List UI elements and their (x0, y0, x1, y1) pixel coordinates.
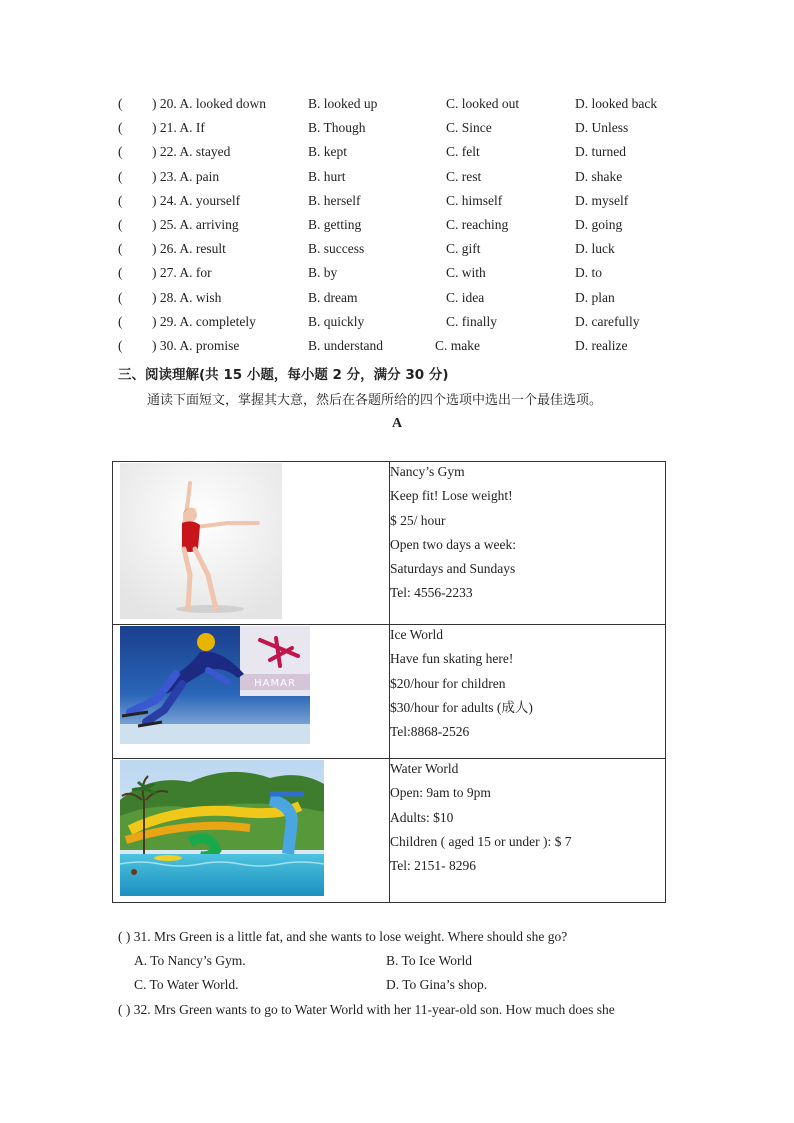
option-a: ) 24. A. yourself (152, 192, 241, 208)
option-b: B. Though (308, 120, 366, 136)
option-b: B. looked up (308, 96, 378, 111)
ad-row-water (113, 759, 666, 903)
gym-info (390, 462, 666, 625)
q31-option-b: B. To Ice World (386, 953, 472, 968)
option-b: B. herself (308, 192, 361, 208)
skater-photo (120, 626, 310, 750)
question-31: ( ) 31. Mrs Green is a little fat, and she wants to lose weight. Where should she go? (118, 929, 568, 944)
option-a: ) 29. A. completely (152, 313, 256, 329)
option-c: C. with (446, 265, 486, 281)
choice-row (118, 289, 718, 313)
answer-paren: ( (118, 216, 123, 232)
water-image-cell (113, 759, 390, 903)
option-d: D. shake (575, 168, 623, 184)
option-a: ) 20. A. looked down (152, 96, 266, 111)
option-b: B. kept (308, 144, 347, 160)
water-price-children: Children ( aged 15 or under ): $ 7 (390, 833, 572, 849)
option-d: D. to (575, 265, 602, 281)
gym-price: $ 25/ hour (390, 512, 446, 528)
question-32: ( ) 32. Mrs Green wants to go to Water World with her 11-year-old son. How much does she (118, 1002, 615, 1017)
option-b: B. dream (308, 289, 358, 305)
option-a: ) 26. A. result (152, 241, 226, 257)
option-a: ) 25. A. arriving (152, 216, 239, 232)
water-tel: Tel: 2151- 8296 (390, 858, 477, 874)
choice-row (118, 143, 718, 167)
rink-banner-text: HAMAR (254, 678, 296, 689)
choice-row (118, 119, 718, 143)
option-b: B. quickly (308, 313, 365, 329)
answer-paren: ( (118, 96, 123, 111)
option-a: ) 22. A. stayed (152, 144, 231, 160)
answer-paren: ( (118, 192, 123, 208)
gym-tel: Tel: 4556-2233 (390, 585, 473, 601)
answer-paren: ( (118, 120, 123, 136)
option-c: C. himself (446, 192, 503, 208)
answer-paren: ( (118, 337, 123, 353)
option-d: D. carefully (575, 313, 640, 329)
gym-days: Saturdays and Sundays (390, 561, 516, 577)
option-d: D. Unless (575, 120, 629, 136)
waterpark-photo (120, 760, 324, 896)
ice-price-children: $20/hour for children (390, 675, 506, 691)
answer-paren: ( (118, 265, 123, 281)
option-b: B. understand (308, 337, 383, 353)
gym-slogan: Keep fit! Lose weight! (390, 488, 513, 504)
option-c: C. rest (446, 168, 482, 184)
cloze-choices (118, 95, 718, 361)
choice-row (118, 240, 718, 264)
section-title: 三、阅读理解(共 15 小题，每小题 2 分，满分 30 分) (118, 367, 449, 383)
ice-slogan: Have fun skating here! (390, 651, 514, 667)
ice-name: Ice World (390, 627, 444, 642)
answer-paren: ( (118, 168, 123, 184)
option-b: B. getting (308, 216, 362, 232)
q31-option-d: D. To Gina’s shop. (386, 977, 488, 992)
answer-paren: ( (118, 144, 123, 160)
q31-option-c: C. To Water World. (134, 977, 239, 992)
water-hours: Open: 9am to 9pm (390, 785, 491, 801)
option-c: C. Since (446, 120, 492, 136)
ice-info (390, 625, 666, 759)
q31-option-a: A. To Nancy’s Gym. (134, 953, 246, 968)
choice-row (118, 95, 718, 119)
gym-name: Nancy’s Gym (390, 464, 465, 479)
gym-image-cell (113, 462, 390, 625)
section-instructions: 通读下面短文，掌握其大意，然后在各题所给的四个选项中选出一个最佳选项。 (147, 393, 603, 408)
option-c: C. finally (446, 313, 497, 329)
option-b: B. by (308, 265, 338, 281)
option-d: D. turned (575, 144, 626, 160)
ad-row-ice (113, 625, 666, 759)
ad-row-gym (113, 462, 666, 625)
ads-table (112, 461, 666, 903)
option-a: ) 30. A. promise (152, 337, 240, 353)
answer-paren: ( (118, 289, 123, 305)
option-d: D. looked back (575, 96, 658, 111)
option-d: D. plan (575, 289, 615, 305)
option-b: B. hurt (308, 168, 346, 184)
option-d: D. myself (575, 192, 629, 208)
option-a: ) 28. A. wish (152, 289, 222, 305)
ice-image-cell (113, 625, 390, 759)
option-c: C. felt (446, 144, 480, 160)
choice-row (118, 216, 718, 240)
choice-row (118, 168, 718, 192)
passage-label: A (392, 416, 403, 431)
option-c: C. make (435, 337, 480, 353)
water-price-adults: Adults: $10 (390, 809, 454, 825)
answer-paren: ( (118, 313, 123, 329)
option-c: C. idea (446, 289, 485, 305)
option-c: C. looked out (446, 96, 520, 111)
choice-row (118, 264, 718, 288)
ice-price-adults: $30/hour for adults (成人) (390, 699, 533, 715)
water-info (390, 759, 666, 903)
answer-paren: ( (118, 241, 123, 257)
choice-row (118, 192, 718, 216)
water-name: Water World (390, 761, 459, 776)
option-b: B. success (308, 241, 365, 257)
option-c: C. reaching (446, 216, 509, 232)
option-a: ) 23. A. pain (152, 168, 220, 184)
gymnast-photo (120, 463, 282, 619)
option-d: D. going (575, 216, 623, 232)
option-a: ) 27. A. for (152, 265, 212, 281)
choice-row (118, 313, 718, 337)
option-d: D. luck (575, 241, 615, 257)
ice-tel: Tel:8868-2526 (390, 724, 470, 740)
option-c: C. gift (446, 241, 481, 257)
option-a: ) 21. A. If (152, 120, 205, 136)
gym-open: Open two days a week: (390, 536, 516, 552)
option-d: D. realize (575, 337, 628, 353)
choice-row (118, 337, 718, 361)
